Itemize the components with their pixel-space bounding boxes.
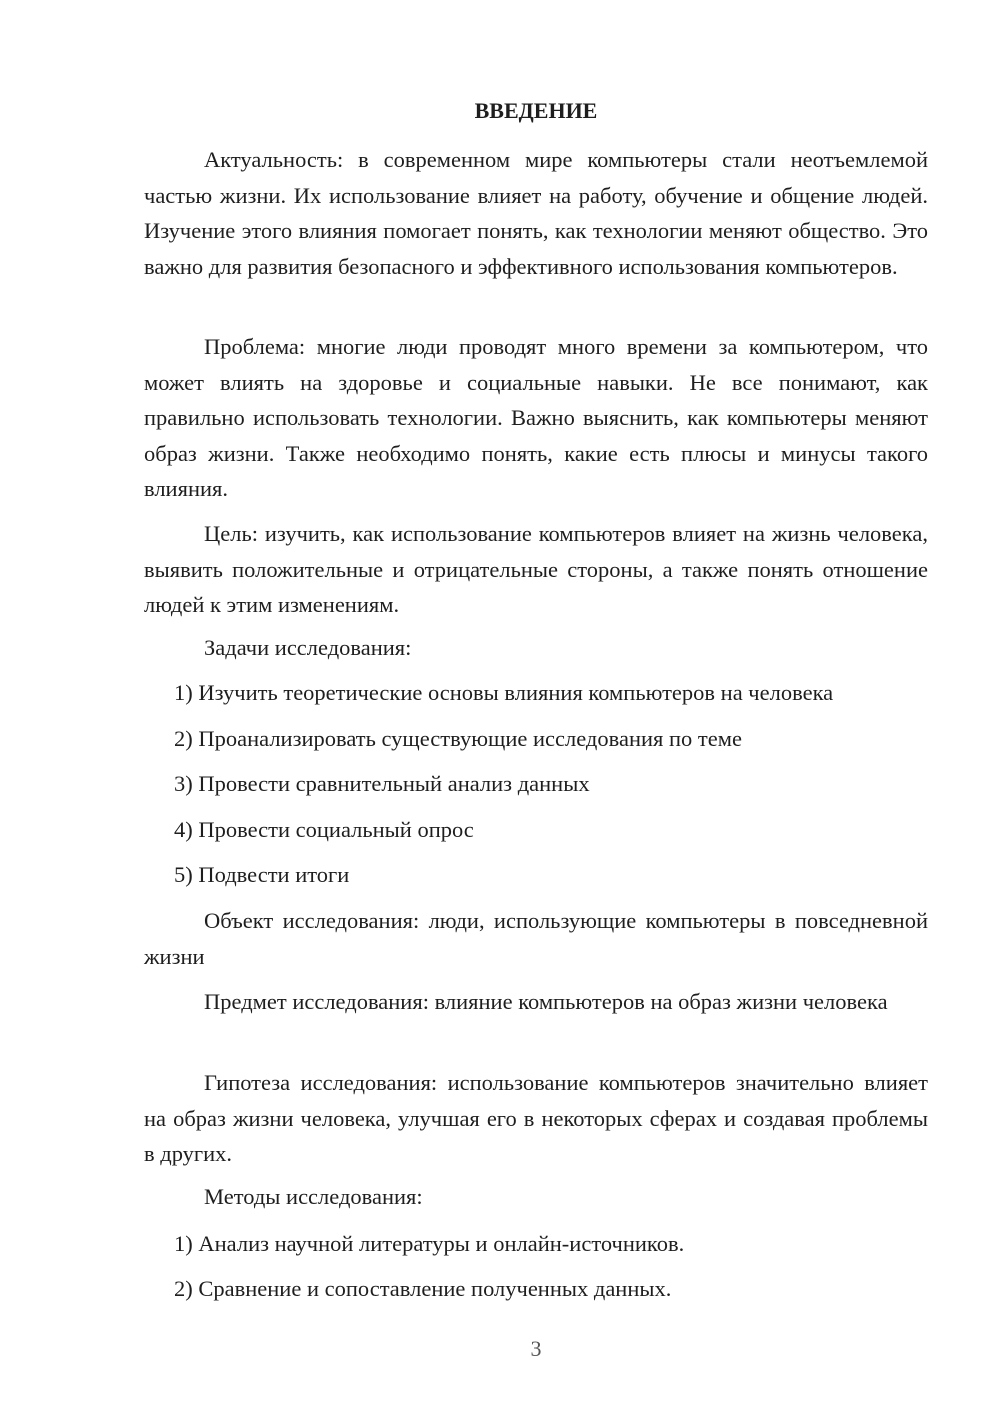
methods-heading: Методы исследования: — [204, 1184, 423, 1209]
method-item: 1) Анализ научной литературы и онлайн-источников. — [174, 1231, 685, 1256]
tasks-heading: Задачи исследования: — [204, 635, 412, 660]
task-item: 2) Проанализировать существующие исследования по теме — [174, 726, 742, 751]
hypothesis-paragraph: Гипотеза исследования: использование компьютеров значительно влияет на образ жизни человека, улучшая его в некоторых сферах и создавая проблемы в других. — [144, 1070, 928, 1166]
goal-paragraph: Цель: изучить, как использование компьютеров влияет на жизнь человека, выявить положительные и отрицательные стороны, а также понять отношение людей к этим изменениям. — [144, 521, 928, 617]
task-item: 3) Провести сравнительный анализ данных — [174, 771, 590, 796]
task-item: 1) Изучить теоретические основы влияния компьютеров на человека — [174, 680, 834, 705]
task-item: 5) Подвести итоги — [174, 862, 350, 887]
object-paragraph: Объект исследования: люди, использующие компьютеры в повседневной жизни — [144, 908, 928, 969]
task-item: 4) Провести социальный опрос — [174, 817, 474, 842]
subject-paragraph: Предмет исследования: влияние компьютеров на образ жизни человека — [204, 989, 888, 1014]
relevance-paragraph: Актуальность: в современном мире компьютеры стали неотъемлемой частью жизни. Их использование влияет на работу, обучение и общение людей. Изучение этого влияния помогает понять, как технологии меняют общество. Это важно для развития безопасного и эффективного использования компьютеров. — [144, 147, 928, 279]
method-item: 2) Сравнение и сопоставление полученных данных. — [174, 1276, 672, 1301]
problem-paragraph: Проблема: многие люди проводят много времени за компьютером, что может влиять на здоровье и социальные навыки. Не все понимают, как правильно использовать технологии. Важно выяснить, как компьютеры меняют образ жизни. Также необходимо понять, какие есть плюсы и минусы такого влияния. — [144, 334, 928, 501]
page-number: 3 — [530, 1336, 542, 1361]
page-title: ВВЕДЕНИЕ — [474, 98, 598, 123]
